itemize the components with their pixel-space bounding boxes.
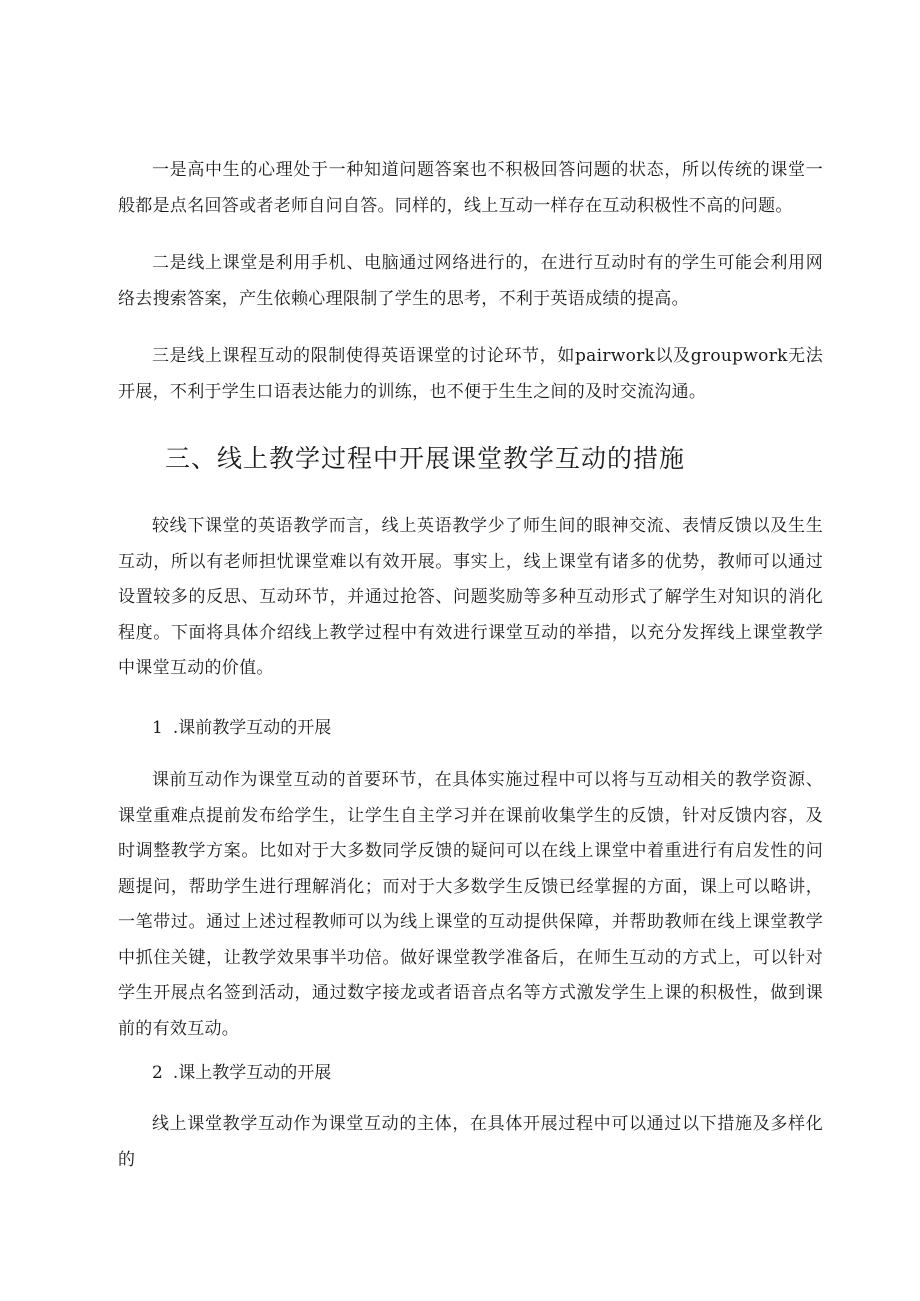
section-heading: 三、线上教学过程中开展课堂教学互动的措施	[165, 444, 686, 473]
paragraph-reason-two: 二是线上课堂是利用手机、电脑通过网络进行的，在进行互动时有的学生可能会利用网络去搜索答案，产生依赖心理限制了学生的思考，不利于英语成绩的提高。	[118, 253, 823, 309]
subsection-number: 1	[152, 718, 163, 738]
paragraph-reason-one: 一是高中生的心理处于一种知道问题答案也不积极回答问题的状态，所以传统的课堂一般都是点名回答或者老师自问自答。同样的，线上互动一样存在互动积极性不高的问题。	[118, 160, 823, 216]
paragraph-in-class: 线上课堂教学互动作为课堂互动的主体，在具体开展过程中可以通过以下措施及多样化的	[118, 1114, 823, 1170]
subsection-title: .课前教学互动的开展	[172, 718, 332, 738]
paragraph-intro: 较线下课堂的英语教学而言，线上英语教学少了师生间的眼神交流、表情反馈以及生生互动，所以有老师担忧课堂难以有效开展。事实上，线上课堂有诸多的优势，教师可以通过设置较多的反思、互动环节，并通过抢答、问题奖励等多种互动形式了解学生对知识的消化程度。下面将具体介绍线上教学过程中有效进行课堂互动的举措，以充分发挥线上课堂教学中课堂互动的价值。	[118, 516, 823, 678]
subsection-title: .课上教学互动的开展	[172, 1063, 332, 1083]
paragraph-reason-three: 三是线上课程互动的限制使得英语课堂的讨论环节，如pairwork以及groupwork无法开展，不利于学生口语表达能力的训练，也不便于生生之间的及时交流沟通。	[118, 346, 823, 402]
subsection-number: 2	[152, 1063, 163, 1083]
subsection-heading-1	[152, 711, 331, 745]
paragraph-pre-class: 课前互动作为课堂互动的首要环节，在具体实施过程中可以将与互动相关的教学资源、课堂重难点提前发布给学生，让学生自主学习并在课前收集学生的反馈，针对反馈内容，及时调整教学方案。比如对于大多数同学反馈的疑问可以在线上课堂中着重进行有启发性的问题提问，帮助学生进行理解消化；而对于大多数学生反馈已经掌握的方面，课上可以略讲，一笔带过。通过上述过程教师可以为线上课堂的互动提供保障，并帮助教师在线上课堂教学中抓住关键，让教学效果事半功倍。做好课堂教学准备后，在师生互动的方式上，可以针对学生开展点名签到活动，通过数字接龙或者语音点名等方式激发学生上课的积极性，做到课前的有效互动。	[118, 770, 823, 1039]
subsection-heading-2	[152, 1056, 331, 1090]
